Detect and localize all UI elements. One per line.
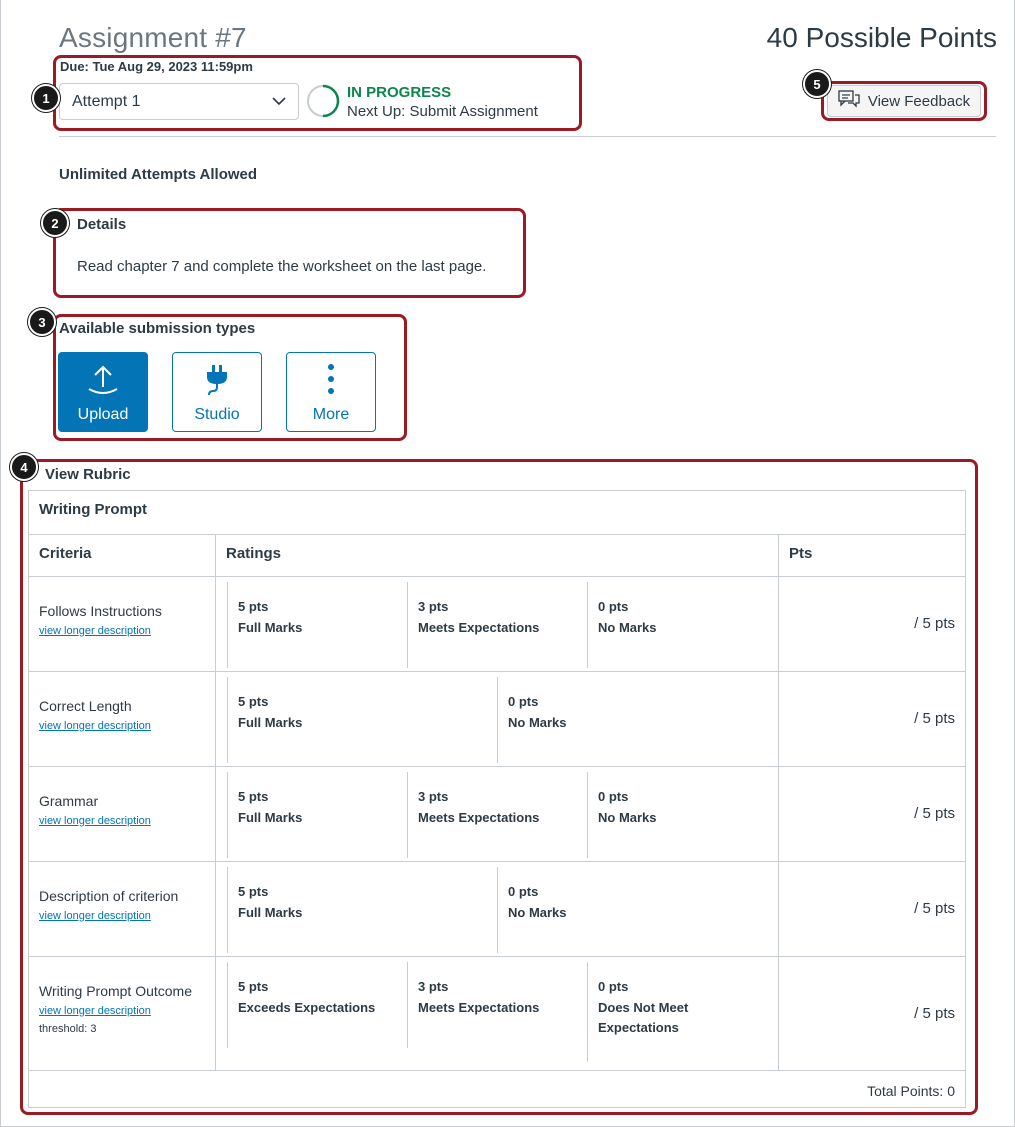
view-rubric-toggle[interactable]: View Rubric <box>45 466 131 483</box>
total-points: Total Points: 0 <box>867 1083 955 1099</box>
status-label: IN PROGRESS <box>347 84 452 101</box>
view-longer-description-link[interactable]: view longer description <box>39 910 151 922</box>
rating-points: 0 pts <box>598 599 629 614</box>
rating-description: Meets Expectations <box>418 620 540 635</box>
rating-points: 5 pts <box>238 979 269 994</box>
rating-points: 3 pts <box>418 979 449 994</box>
rating-points: 0 pts <box>598 789 629 804</box>
threshold-text: threshold: 3 <box>39 1023 97 1035</box>
possible-points: 40 Possible Points <box>766 22 997 53</box>
studio-label: Studio <box>194 406 240 423</box>
rating-description: No Marks <box>508 715 567 730</box>
rating-description: No Marks <box>508 905 567 920</box>
criteria-column-header: Criteria <box>39 545 92 562</box>
criterion-name: Correct Length <box>39 698 132 714</box>
rating-description: No Marks <box>598 810 657 825</box>
callout-badge: 1 <box>32 84 60 112</box>
row-score: / 5 pts <box>914 900 955 917</box>
details-text: Read chapter 7 and complete the worksheet on the last page. <box>77 258 487 275</box>
callout-badge: 3 <box>28 308 56 336</box>
rating-description: No Marks <box>598 620 657 635</box>
view-longer-description-link[interactable]: view longer description <box>39 625 151 637</box>
header-divider <box>59 136 996 137</box>
row-score: / 5 pts <box>914 710 955 727</box>
submission-types-heading: Available submission types <box>59 320 256 337</box>
view-feedback-label: View Feedback <box>867 92 971 110</box>
rating-description: Does Not Meet Expectations <box>598 1000 689 1035</box>
view-longer-description-link[interactable]: view longer description <box>39 815 151 827</box>
row-score: / 5 pts <box>914 1005 955 1022</box>
rating-description: Full Marks <box>238 905 303 920</box>
callout-box <box>53 208 526 298</box>
rating-description: Meets Expectations <box>418 1000 540 1015</box>
rating-points: 5 pts <box>238 884 269 899</box>
due-date: Due: Tue Aug 29, 2023 11:59pm <box>60 59 253 74</box>
pts-column-header: Pts <box>789 545 813 562</box>
rubric-title: Writing Prompt <box>29 491 965 535</box>
rating-points: 3 pts <box>418 599 449 614</box>
rating-points: 5 pts <box>238 599 269 614</box>
rating-description: Full Marks <box>238 620 303 635</box>
callout-badge: 5 <box>803 70 831 98</box>
rating-points: 5 pts <box>238 789 269 804</box>
upload-label: Upload <box>77 406 129 423</box>
rating-points: 5 pts <box>238 694 269 709</box>
rating-description: Meets Expectations <box>418 810 540 825</box>
view-longer-description-link[interactable]: view longer description <box>39 720 151 732</box>
view-longer-description-link[interactable]: view longer description <box>39 1005 151 1017</box>
criterion-name: Writing Prompt Outcome <box>39 983 193 999</box>
attempts-allowed: Unlimited Attempts Allowed <box>59 166 258 183</box>
rating-description: Exceeds Expectations <box>238 1000 376 1015</box>
rating-points: 0 pts <box>508 694 539 709</box>
row-score: / 5 pts <box>914 805 955 822</box>
callout-box <box>53 55 582 131</box>
details-heading: Details <box>77 216 127 233</box>
callout-box <box>20 459 978 1115</box>
rating-description: Full Marks <box>238 810 303 825</box>
callout-badge: 4 <box>10 453 38 481</box>
callout-badge: 2 <box>41 209 69 237</box>
criterion-name: Follows Instructions <box>39 603 162 619</box>
row-score: / 5 pts <box>914 615 955 632</box>
criterion-name: Description of criterion <box>39 888 179 904</box>
rating-description: Full Marks <box>238 715 303 730</box>
rating-points: 0 pts <box>598 979 629 994</box>
ratings-column-header: Ratings <box>226 545 282 562</box>
callout-box <box>53 314 407 441</box>
next-up-text: Next Up: Submit Assignment <box>347 103 538 120</box>
page-title: Assignment #7 <box>59 22 247 53</box>
attempt-select-value: Attempt 1 <box>72 92 141 110</box>
callout-box <box>821 81 987 121</box>
more-label: More <box>312 406 350 423</box>
rating-points: 0 pts <box>508 884 539 899</box>
criterion-name: Grammar <box>39 793 99 809</box>
rating-points: 3 pts <box>418 789 449 804</box>
